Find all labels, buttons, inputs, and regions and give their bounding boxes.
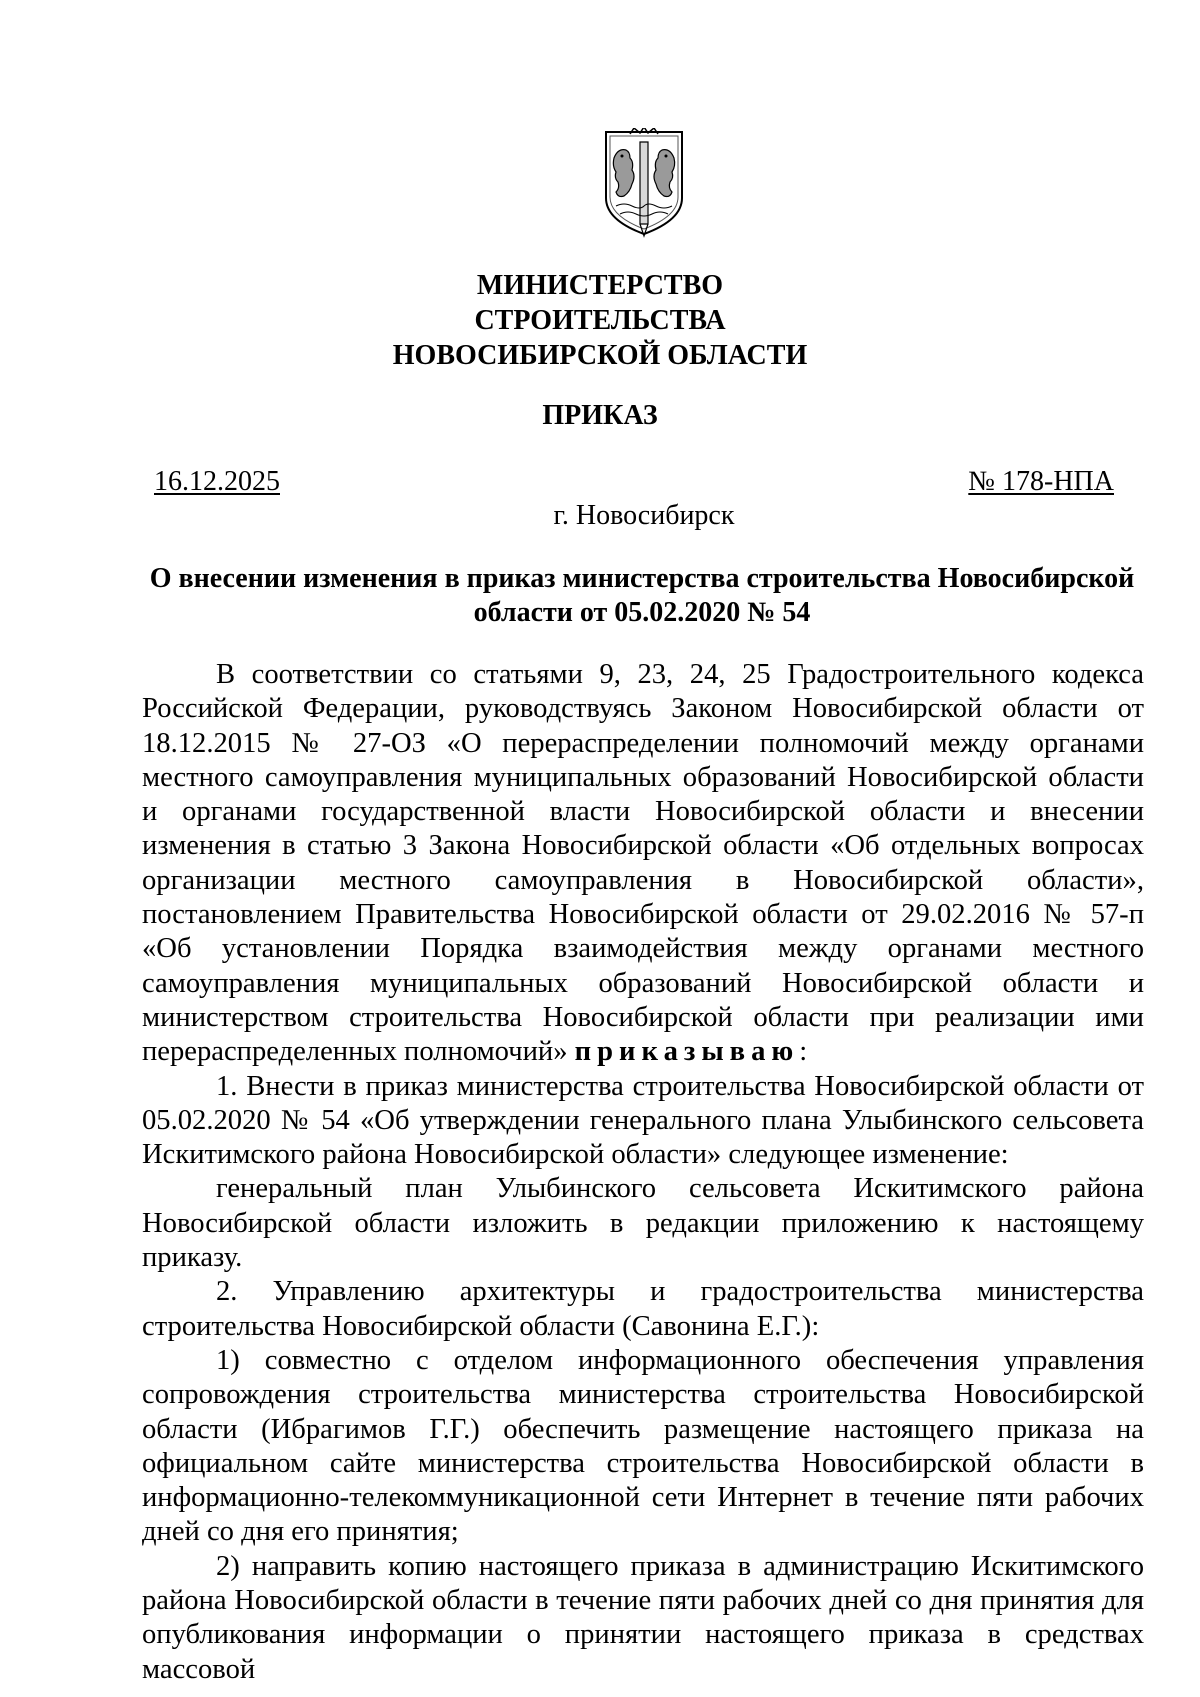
document-subject	[140, 562, 1144, 630]
document-number: № 178-НПА	[968, 466, 1114, 497]
body-paragraph: 1. Внести в приказ министерства строительства Новосибирской области от 05.02.2020 № 54 «Об утверждении генерального плана Улыбинского сельсовета Искитимского района Новосибирской области» следующее изменение:	[142, 1070, 1144, 1171]
body-paragraph: 2) направить копию настоящего приказа в администрацию Искитимского района Новосибирской области в течение пяти рабочих дней со дня принятия для опубликования информации о принятии настоящего приказа в средствах массовой	[142, 1550, 1144, 1685]
subject-line-2: области от 05.02.2020 № 54	[473, 597, 811, 628]
body-paragraph: 2. Управлению архитектуры и градостроительства министерства строительства Новосибирской области (Савонина Е.Г.):	[142, 1276, 1144, 1342]
preamble-text: В соответствии со статьями 9, 23, 24, 25 Градостроительного кодекса Российской Федерации, руководствуясь Законом Новосибирской области от 18.12.2015 № 27-ОЗ «О перераспределении полномочий между органами местного самоуправления муниципальных образований Новосибирской области и органами государственной власти Новосибирской области и внесении изменения в статью 3 Закона Новосибирской области «Об отдельных вопросах организации местного самоуправления в Новосибирской области», постановлением Правительства Новосибирской области от 29.02.2016 № 57-п «Об установлении Порядка взаимодействия между органами местного самоуправления муниципальных образований Новосибирской области и министерством строительства Новосибирской области при реализации ими перераспределенных полномочий»	[142, 659, 1144, 1068]
ministry-name	[0, 268, 1200, 373]
subject-line-1: О внесении изменения в приказ министерства строительства Новосибирской	[149, 563, 1135, 594]
preamble-colon: :	[799, 1036, 808, 1068]
order-word: приказываю	[574, 1036, 800, 1068]
document-date: 16.12.2025	[154, 466, 280, 497]
body-paragraph: 1) совместно с отделом информационного обеспечения управления сопровождения строительства министерства строительства Новосибирской области (Ибрагимов Г.Г.) обеспечить размещение настоящего приказа на официальном сайте министерства строительства Новосибирской области в информационно-телекоммуникационной сети Интернет в течение пяти рабочих дней со дня его принятия;	[142, 1344, 1144, 1548]
document-city: г. Новосибирск	[553, 500, 735, 531]
ministry-name-line-3: НОВОСИБИРСКОЙ ОБЛАСТИ	[392, 340, 808, 371]
ministry-name-line-2: СТРОИТЕЛЬСТВА	[474, 305, 726, 336]
coat-of-arms-icon	[600, 128, 688, 238]
ministry-name-line-1: МИНИСТЕРСТВО	[476, 270, 724, 301]
document-body	[142, 658, 1144, 1687]
document-type: ПРИКАЗ	[542, 400, 658, 431]
body-paragraph	[142, 658, 1144, 1070]
body-paragraph: генеральный план Улыбинского сельсовета Искитимского района Новосибирской области изложить в редакции приложению к настоящему приказу.	[142, 1173, 1144, 1274]
